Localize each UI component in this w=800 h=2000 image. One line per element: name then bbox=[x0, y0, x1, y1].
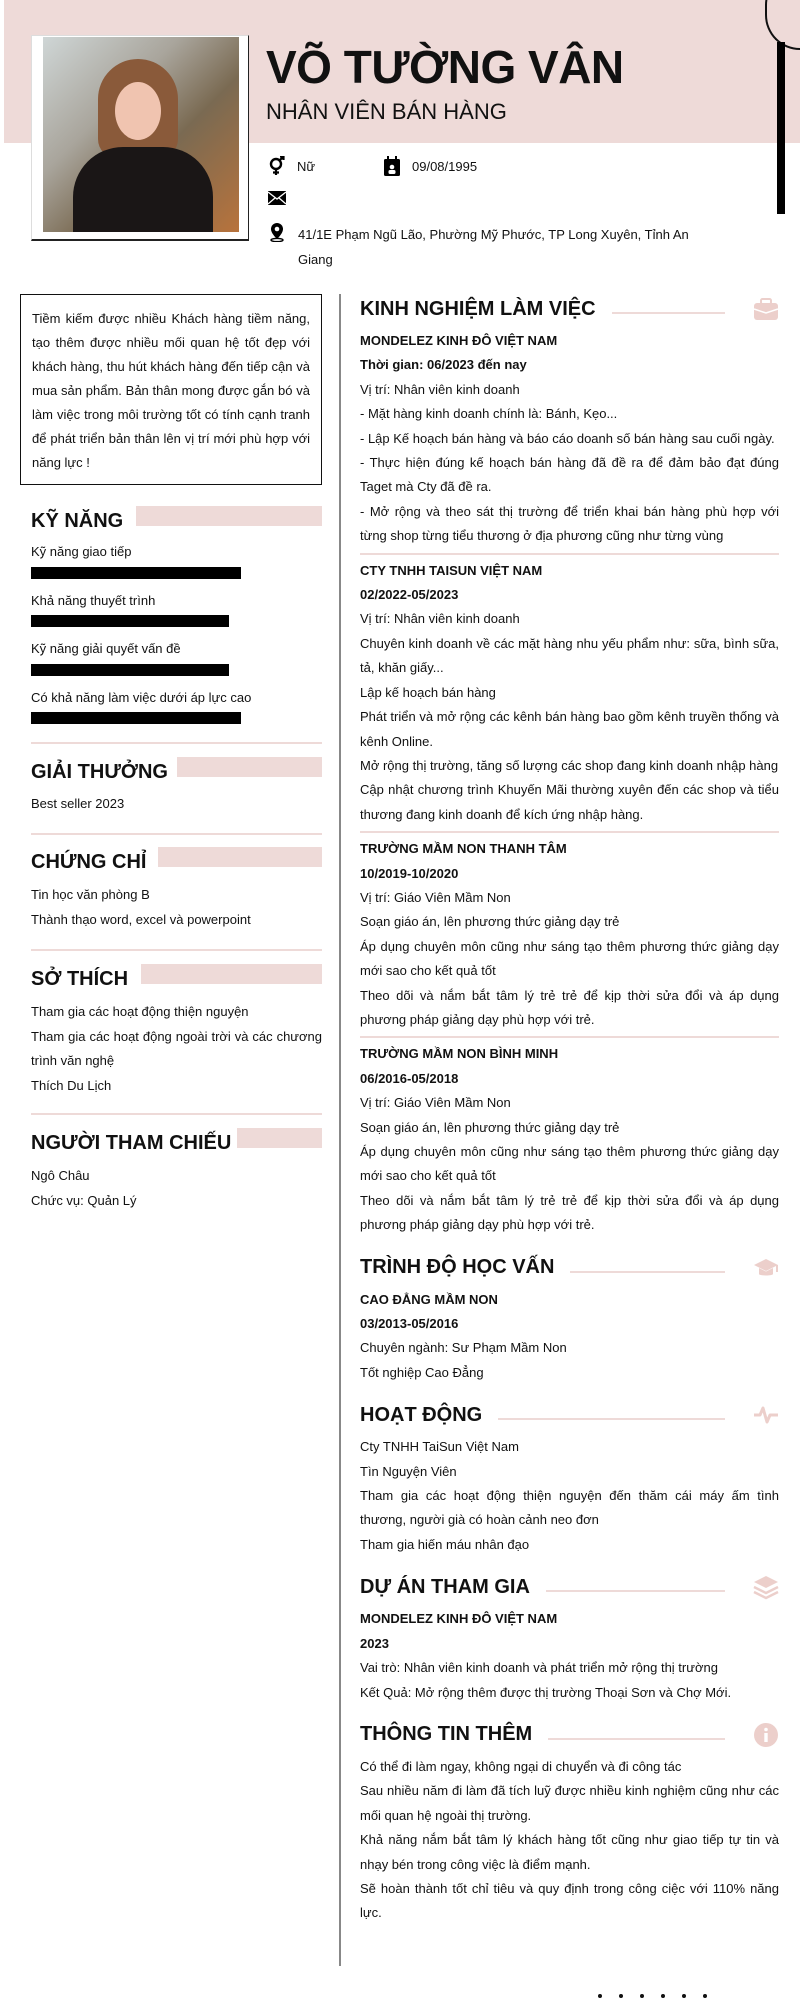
envelope-icon bbox=[267, 188, 287, 208]
section-title: KINH NGHIỆM LÀM VIỆC bbox=[360, 297, 596, 320]
hobbies-section bbox=[31, 964, 322, 1098]
section-title: SỞ THÍCH bbox=[31, 968, 129, 990]
education-time: 03/2013-05/2016 bbox=[360, 1316, 459, 1332]
certificates-section bbox=[31, 847, 322, 932]
skill-label: Kỹ năng giải quyết vấn đề bbox=[31, 641, 181, 656]
job-detail: Vị trí: Nhân viên kinh doanh bbox=[360, 381, 520, 397]
job-detail: Áp dụng chuyên môn cũng như sáng tạo thêm phương thức giảng dạy mới sao cho kết quả tốt bbox=[360, 1144, 779, 1184]
experience-section bbox=[360, 293, 779, 1238]
pulse-icon bbox=[753, 1402, 779, 1428]
job-entry bbox=[360, 837, 779, 1032]
map-pin-icon bbox=[267, 222, 287, 242]
skill-level-bar bbox=[31, 615, 229, 627]
extra-info-section bbox=[360, 1719, 779, 1926]
section-divider bbox=[31, 833, 322, 835]
section-title: NGƯỜI THAM CHIẾU bbox=[31, 1132, 232, 1154]
projects-section bbox=[360, 1571, 779, 1705]
project-time: 2023 bbox=[360, 1635, 389, 1651]
job-detail: Soạn giáo án, lên phương thức giảng dạy trẻ bbox=[360, 914, 620, 930]
candidate-title: NHÂN VIÊN BÁN HÀNG bbox=[266, 99, 507, 124]
section-title: GIẢI THƯỞNG bbox=[31, 761, 168, 783]
activity-line: Cty TNHH TaiSun Việt Nam bbox=[360, 1439, 519, 1455]
job-detail: - Thực hiện đúng kế hoạch bán hàng đã đề ra để đảm bảo đạt đúng Taget mà Cty đã đề ra. bbox=[360, 455, 779, 495]
job-detail: Lập kế hoạch bán hàng bbox=[360, 684, 496, 700]
skills-section bbox=[31, 506, 322, 734]
references-section bbox=[31, 1128, 322, 1213]
project-line: Kết Quả: Mở rộng thêm được thị trường Thoại Sơn và Chợ Mới. bbox=[360, 1684, 732, 1700]
candidate-name: VÕ TƯỜNG VÂN bbox=[266, 41, 624, 93]
address-value: 41/1E Phạm Ngũ Lão, Phường Mỹ Phước, TP Long Xuyên, Tỉnh An Giang bbox=[298, 227, 689, 267]
address-icon-wrap bbox=[267, 222, 287, 242]
job-time: 02/2022-05/2023 bbox=[360, 587, 459, 603]
birthdate-info bbox=[382, 156, 477, 176]
skill-level-bar bbox=[31, 664, 229, 676]
job-detail: - Mặt hàng kinh doanh chính là: Bánh, Kẹo... bbox=[360, 406, 618, 422]
page-dots bbox=[598, 1994, 707, 1998]
layers-icon bbox=[753, 1574, 779, 1600]
birthdate-value: 09/08/1995 bbox=[412, 158, 478, 174]
gender-icon bbox=[267, 156, 287, 176]
main-column bbox=[360, 293, 779, 1926]
section-divider bbox=[31, 742, 322, 744]
job-company: MONDELEZ KINH ĐÔ VIỆT NAM bbox=[360, 333, 558, 348]
briefcase-icon bbox=[753, 296, 779, 322]
activity-line: Tham gia các hoạt động thiện nguyện đến thăm cái máy ấm tình thương, người già có hoàn cảnh neo đơn bbox=[360, 1488, 779, 1528]
job-detail: Phát triển và mở rộng các kênh bán hàng bao gồm kênh truyền thống và kênh Online. bbox=[360, 709, 779, 749]
skill-label: Có khả năng làm việc dưới áp lực cao bbox=[31, 689, 252, 705]
section-divider bbox=[31, 1113, 322, 1115]
job-detail: Cập nhật chương trình Khuyến Mãi thường xuyên đến các shop và tiểu thương đang kinh doanh để kích ứng nhập hàng. bbox=[360, 782, 779, 822]
section-divider bbox=[31, 949, 322, 951]
project-company: MONDELEZ KINH ĐÔ VIỆT NAM bbox=[360, 1611, 558, 1627]
profile-photo-frame bbox=[31, 35, 249, 241]
title-accent bbox=[136, 506, 322, 526]
job-company: TRƯỜNG MẦM NON THANH TÂM bbox=[360, 841, 567, 857]
cert-item: Thành thạo word, excel và powerpoint bbox=[31, 911, 251, 927]
job-time: 10/2019-10/2020 bbox=[360, 865, 459, 881]
info-icon bbox=[753, 1722, 779, 1748]
reference-position: Chức vụ: Quản Lý bbox=[31, 1192, 137, 1208]
job-time: Thời gian: 06/2023 đến nay bbox=[360, 357, 527, 373]
cert-item: Tin học văn phòng B bbox=[31, 887, 150, 902]
profile-photo bbox=[43, 37, 239, 232]
award-item: Best seller 2023 bbox=[31, 796, 125, 811]
job-divider bbox=[360, 831, 779, 833]
title-accent bbox=[177, 757, 322, 777]
decorative-bar bbox=[777, 42, 785, 214]
education-section bbox=[360, 1252, 779, 1386]
job-company: CTY TNHH TAISUN VIỆT NAM bbox=[360, 562, 543, 578]
job-detail: Vị trí: Giáo Viên Mầm Non bbox=[360, 889, 511, 905]
section-title: THÔNG TIN THÊM bbox=[360, 1723, 533, 1746]
career-objective: Tiềm kiếm được nhiều Khách hàng tiềm năng, tạo thêm được nhiều mối quan hệ tốt đẹp với khách hàng, thu hút khách hàng đến tiếp cận và mua sản phẩm. Bản thân mong được gắn bó và làm việc trong môi trường tốt có tính cạnh tranh để phát triển bản thân lên vị trí mới phù hợp với năng lực ! bbox=[20, 294, 322, 485]
extra-line: Khả năng nắm bắt tâm lý khách hàng tốt cũng như giao tiếp tự tin và nhạy bén trong công việc là điểm mạnh. bbox=[360, 1832, 779, 1872]
job-detail: - Mở rộng và theo sát thị trường để triển khai bán hàng phù hợp với từng shop từng tiểu thương ở địa phương cũng như từng vùng bbox=[360, 503, 779, 544]
section-title: TRÌNH ĐỘ HỌC VẤN bbox=[360, 1256, 555, 1279]
skill-label: Kỹ năng giao tiếp bbox=[31, 544, 132, 559]
section-title: CHỨNG CHỈ bbox=[31, 851, 147, 873]
job-detail: Vị trí: Giáo Viên Mầm Non bbox=[360, 1095, 511, 1111]
email-info bbox=[267, 188, 287, 208]
title-accent bbox=[158, 847, 322, 867]
title-accent bbox=[237, 1128, 322, 1148]
job-entry bbox=[360, 329, 779, 549]
gender-info bbox=[267, 156, 315, 176]
education-line: Chuyên ngành: Sư Phạm Mầm Non bbox=[360, 1340, 567, 1356]
job-time: 06/2016-05/2018 bbox=[360, 1070, 459, 1086]
activity-line: Tìn Nguyện Viên bbox=[360, 1463, 457, 1479]
project-line: Vai trò: Nhân viên kinh doanh và phát triển mở rộng thị trường bbox=[360, 1660, 718, 1676]
job-detail: Theo dõi và nắm bắt tâm lý trẻ trẻ để kịp thời sửa đổi và áp dụng phương pháp giảng dạy phù hợp với trẻ. bbox=[360, 1192, 779, 1233]
job-divider bbox=[360, 553, 779, 555]
job-entry bbox=[360, 559, 779, 827]
extra-line: Sẽ hoàn thành tốt chỉ tiêu và quy định trong công ciệc với 110% năng lực. bbox=[360, 1880, 779, 1921]
calendar-icon bbox=[382, 156, 402, 176]
job-entry bbox=[360, 1042, 779, 1237]
activities-section bbox=[360, 1399, 779, 1557]
hobby-item: Thích Du Lịch bbox=[31, 1077, 112, 1093]
job-detail: Chuyên kinh doanh về các mặt hàng nhu yếu phẩm như: sữa, bình sữa, tả, khăn giấy... bbox=[360, 635, 779, 676]
job-detail: Vị trí: Nhân viên kinh doanh bbox=[360, 611, 520, 627]
reference-name: Ngô Châu bbox=[31, 1168, 90, 1183]
job-detail: Áp dụng chuyên môn cũng như sáng tạo thêm phương thức giảng dạy mới sao cho kết quả tốt bbox=[360, 938, 779, 979]
job-divider bbox=[360, 1036, 779, 1038]
section-title: DỰ ÁN THAM GIA bbox=[360, 1575, 530, 1598]
activity-line: Tham gia hiến máu nhân đạo bbox=[360, 1536, 530, 1552]
skill-label: Khả năng thuyết trình bbox=[31, 592, 156, 608]
graduation-cap-icon bbox=[753, 1255, 779, 1281]
extra-line: Sau nhiều năm đi làm đã tích luỹ được nhiều kinh nghiệm cũng như các mối quan hệ ngoài thị trường. bbox=[360, 1783, 779, 1823]
hobby-item: Tham gia các hoạt động ngoài trời và các chương trình văn nghệ bbox=[31, 1028, 322, 1068]
job-detail: - Lập Kế hoạch bán hàng và báo cáo doanh số bán hàng sau cuối ngày. bbox=[360, 430, 775, 446]
job-detail: Soạn giáo án, lên phương thức giảng dạy trẻ bbox=[360, 1119, 620, 1135]
section-title: HOẠT ĐỘNG bbox=[360, 1403, 483, 1426]
hobby-item: Tham gia các hoạt động thiện nguyện bbox=[31, 1004, 249, 1019]
awards-section bbox=[31, 757, 322, 817]
column-divider bbox=[339, 294, 341, 1966]
section-title: KỸ NĂNG bbox=[31, 510, 124, 532]
education-line: Tốt nghiệp Cao Đẳng bbox=[360, 1364, 484, 1380]
skill-level-bar bbox=[31, 712, 241, 724]
skill-level-bar bbox=[31, 567, 241, 579]
job-detail: Theo dõi và nắm bắt tâm lý trẻ trẻ để kịp thời sửa đổi và áp dụng phương pháp giảng dạy phù hợp với trẻ. bbox=[360, 987, 779, 1027]
job-detail: Mở rộng thị trường, tăng số lượng các shop đang kinh doanh nhập hàng bbox=[360, 757, 779, 773]
gender-value: Nữ bbox=[297, 158, 316, 174]
job-company: TRƯỜNG MẦM NON BÌNH MINH bbox=[360, 1046, 559, 1062]
school-name: CAO ĐẲNG MẦM NON bbox=[360, 1291, 498, 1307]
extra-line: Có thể đi làm ngay, không ngại di chuyển và đi công tác bbox=[360, 1758, 682, 1774]
title-accent bbox=[141, 964, 322, 984]
